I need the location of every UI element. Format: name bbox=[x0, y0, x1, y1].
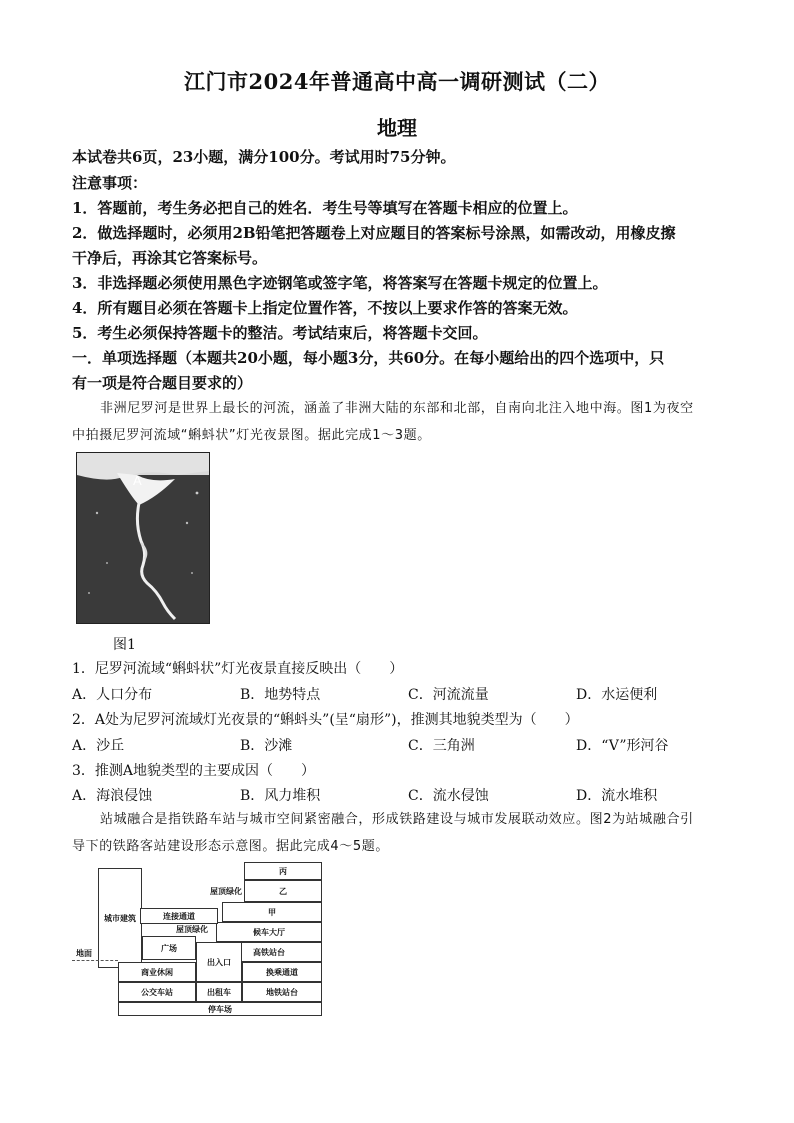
q2-option-b[interactable]: B．沙滩 bbox=[240, 738, 293, 754]
q2-option-c[interactable]: C．三角洲 bbox=[408, 738, 475, 754]
passage-1 bbox=[72, 395, 722, 449]
figure-1-caption: 图1 bbox=[113, 637, 136, 653]
nile-night-svg bbox=[77, 453, 209, 623]
passage-2 bbox=[72, 806, 722, 860]
diagram-hsr-platform: 高铁站台 bbox=[216, 942, 322, 962]
subject-title: 地理 bbox=[377, 116, 417, 140]
note-1: 1．答题前，考生务必把自己的姓名．考生号等填写在答题卡相应的位置上。 bbox=[72, 199, 578, 217]
diagram-waiting-hall: 候车大厅 bbox=[216, 922, 322, 942]
station-city-diagram bbox=[72, 858, 324, 1018]
diagram-yi: 乙 bbox=[244, 880, 322, 902]
q3-stem: 3．推测A地貌类型的主要成因（ ） bbox=[72, 763, 316, 779]
note-5: 5．考生必须保持答题卡的整洁。考试结束后，将答题卡交回。 bbox=[72, 324, 488, 342]
diagram-transfer: 换乘通道 bbox=[242, 962, 322, 982]
q2-stem: 2．A处为尼罗河流域灯光夜景的“蝌蚪头”(呈“扇形”)，推测其地貌类型为（ ） bbox=[72, 712, 579, 728]
diagram-roof-green-2: 屋顶绿化 bbox=[176, 925, 208, 934]
exam-info: 本试卷共6页，23小题，满分100分。考试用时75分钟。 bbox=[72, 148, 456, 166]
diagram-plaza: 广场 bbox=[142, 936, 196, 960]
passage-1-line2: 中拍摄尼罗河流域“蝌蚪状”灯光夜景图。据此完成1～3题。 bbox=[72, 428, 431, 443]
diagram-jia: 甲 bbox=[222, 902, 322, 922]
diagram-roof-green-1: 屋顶绿化 bbox=[210, 887, 242, 896]
q3-option-a[interactable]: A．海浪侵蚀 bbox=[72, 788, 153, 804]
q3-option-d[interactable]: D．流水堆积 bbox=[576, 788, 658, 804]
passage-1-line1: 非洲尼罗河是世界上最长的河流，涵盖了非洲大陆的东部和北部，自南向北注入地中海。图1为夜空 bbox=[100, 401, 694, 416]
diagram-city-building: 城市建筑 bbox=[98, 868, 142, 968]
diagram-ground: 地面 bbox=[76, 949, 92, 958]
diagram-link-passage: 连接通道 bbox=[140, 908, 218, 924]
page-title: 江门市2024年普通高中高一调研测试（二） bbox=[184, 69, 610, 94]
diagram-bing: 丙 bbox=[244, 862, 322, 880]
passage-2-line1: 站城融合是指铁路车站与城市空间紧密融合，形成铁路建设与城市发展联动效应。图2为站城融合引 bbox=[100, 812, 694, 827]
note-2-cont: 干净后，再涂其它答案标号。 bbox=[72, 249, 268, 267]
q1-option-a[interactable]: A．人口分布 bbox=[72, 687, 153, 703]
nile-night-image bbox=[76, 452, 210, 624]
q2-option-a[interactable]: A．沙丘 bbox=[72, 738, 125, 754]
diagram-metro-platform: 地铁站台 bbox=[242, 982, 322, 1002]
q1-option-d[interactable]: D．水运便利 bbox=[576, 687, 658, 703]
marker-a: A bbox=[133, 473, 142, 488]
q3-option-c[interactable]: C．流水侵蚀 bbox=[408, 788, 489, 804]
q1-option-c[interactable]: C．河流流量 bbox=[408, 687, 489, 703]
q2-option-d[interactable]: D．“V”形河谷 bbox=[576, 738, 669, 754]
section-heading: 一．单项选择题（本题共20小题，每小题3分，共60分。在每小题给出的四个选项中，只 bbox=[72, 349, 665, 367]
section-heading-cont: 有一项是符合题目要求的） bbox=[72, 374, 253, 392]
note-4: 4．所有题目必须在答题卡上指定位置作答，不按以上要求作答的答案无效。 bbox=[72, 299, 578, 317]
q3-option-b[interactable]: B．风力堆积 bbox=[240, 788, 321, 804]
q1-stem: 1．尼罗河流域“蝌蚪状”灯光夜景直接反映出（ ） bbox=[72, 661, 404, 677]
diagram-leisure: 商业休闲 bbox=[118, 962, 196, 982]
diagram-entrance: 出入口 bbox=[196, 942, 242, 982]
passage-2-line2: 导下的铁路客站建设形态示意图。据此完成4～5题。 bbox=[72, 839, 389, 854]
diagram-parking: 停车场 bbox=[118, 1002, 322, 1016]
q1-option-b[interactable]: B．地势特点 bbox=[240, 687, 321, 703]
ground-line bbox=[72, 960, 118, 961]
diagram-taxi: 出租车 bbox=[196, 982, 242, 1002]
note-2: 2．做选择题时，必须用2B铅笔把答题卷上对应题目的答案标号涂黑，如需改动，用橡皮擦 bbox=[72, 224, 676, 242]
note-3: 3．非选择题必须使用黑色字迹钢笔或签字笔，将答案写在答题卡规定的位置上。 bbox=[72, 274, 608, 292]
diagram-bus-station: 公交车站 bbox=[118, 982, 196, 1002]
notes-heading: 注意事项： bbox=[72, 174, 148, 192]
